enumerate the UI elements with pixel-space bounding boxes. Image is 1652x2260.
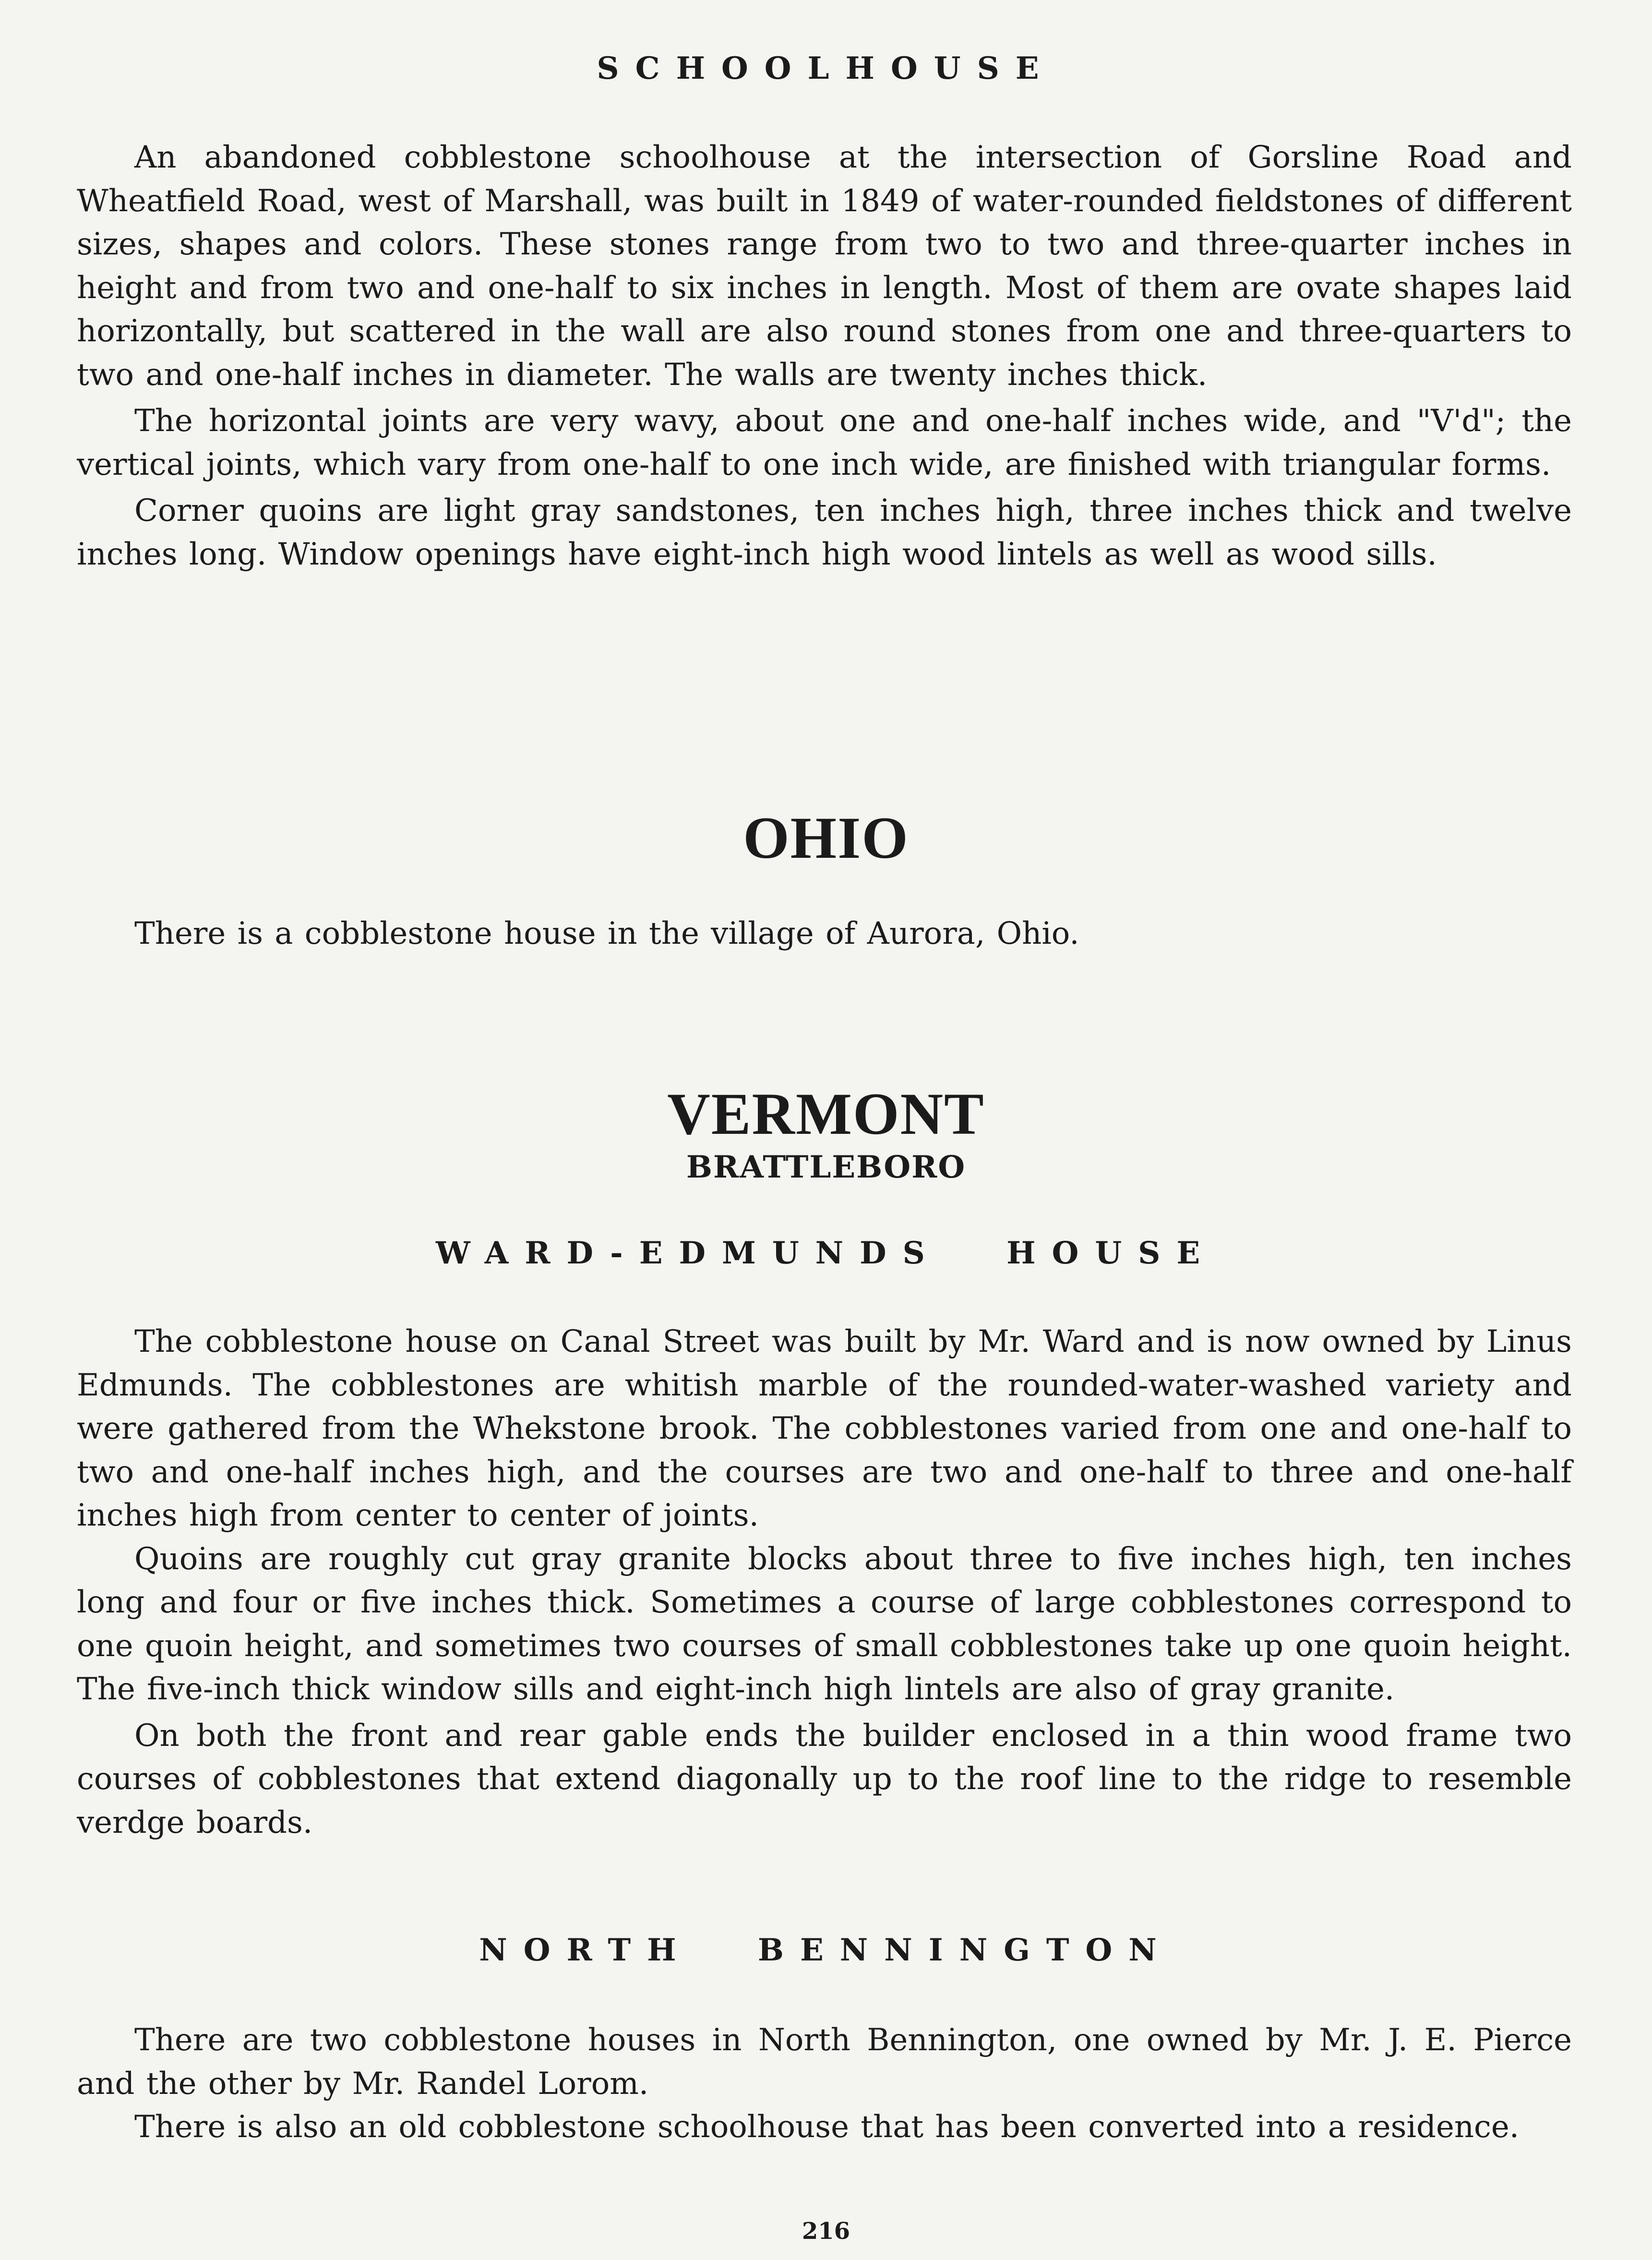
ohio-paragraph-1: There is a cobblestone house in the village of Aurora, Ohio.	[134, 916, 1079, 951]
north-bennington-heading: NORTH BENNINGTON	[479, 1932, 1173, 1968]
ward-edmunds-paragraph-3: On both the front and rear gable ends the builder enclosed in a thin wood frame two courses of cobblestones that extend diagonally up to the roof line to the ridge to resemble verdge boards.	[77, 1718, 1572, 1840]
north-bennington-section	[77, 2019, 1572, 2149]
ohio-heading: OHIO	[743, 805, 909, 871]
schoolhouse-paragraph-3: Corner quoins are light gray sandstones, ten inches high, three inches thick and twelve inches long. Window openings have eight-inch high wood lintels as well as wood sills.	[77, 493, 1572, 572]
page-number: 216	[802, 2218, 850, 2245]
ward-edmunds-paragraph-1: The cobblestone house on Canal Street was built by Mr. Ward and is now owned by Linus Edmunds. The cobblestones are whitish marble of the rounded-water-washed variety and were gathered from the Whekstone brook. The cobblestones varied from one and one-half to two and one-half inches high, and the courses are two and one-half to three and one-half inches high from center to center of joints.	[77, 1324, 1572, 1533]
ohio-section	[77, 912, 1572, 956]
schoolhouse-heading: SCHOOLHOUSE	[597, 50, 1055, 86]
north-bennington-paragraph-2: There is also an old cobblestone schoolhouse that has been converted into a residence.	[134, 2109, 1520, 2145]
schoolhouse-paragraph-2: The horizontal joints are very wavy, about one and one-half inches wide, and "V'd"; the vertical joints, which vary from one-half to one inch wide, are finished with triangular forms.	[77, 403, 1572, 482]
ward-edmunds-paragraph-2: Quoins are roughly cut gray granite blocks about three to five inches high, ten inches long and four or five inches thick. Sometimes a course of large cobblestones correspond to one quoin height, and sometimes two courses of small cobblestones take up one quoin height. The five-inch thick window sills and eight-inch high lintels are also of gray granite.	[77, 1541, 1572, 1707]
brattleboro-heading: BRATTLEBORO	[686, 1149, 966, 1185]
ward-edmunds-section	[77, 1320, 1572, 1844]
schoolhouse-paragraph-1: An abandoned cobblestone schoolhouse at the intersection of Gorsline Road and Wheatfield Road, west of Marshall, was built in 1849 of water-rounded fieldstones of different sizes, shapes and colors. These stones range from two to two and three-quarter inches in height and from two and one-half to six inches in length. Most of them are ovate shapes laid horizontally, but scattered in the wall are also round stones from one and three-quarters to two and one-half inches in diameter. The walls are twenty inches thick.	[77, 140, 1572, 393]
vermont-heading: VERMONT	[667, 1081, 985, 1147]
north-bennington-paragraph-1: There are two cobblestone houses in North Bennington, one owned by Mr. J. E. Pierce and the other by Mr. Randel Lorom.	[77, 2022, 1572, 2102]
schoolhouse-section	[77, 136, 1572, 576]
ward-edmunds-heading: WARD-EDMUNDS HOUSE	[435, 1235, 1217, 1271]
